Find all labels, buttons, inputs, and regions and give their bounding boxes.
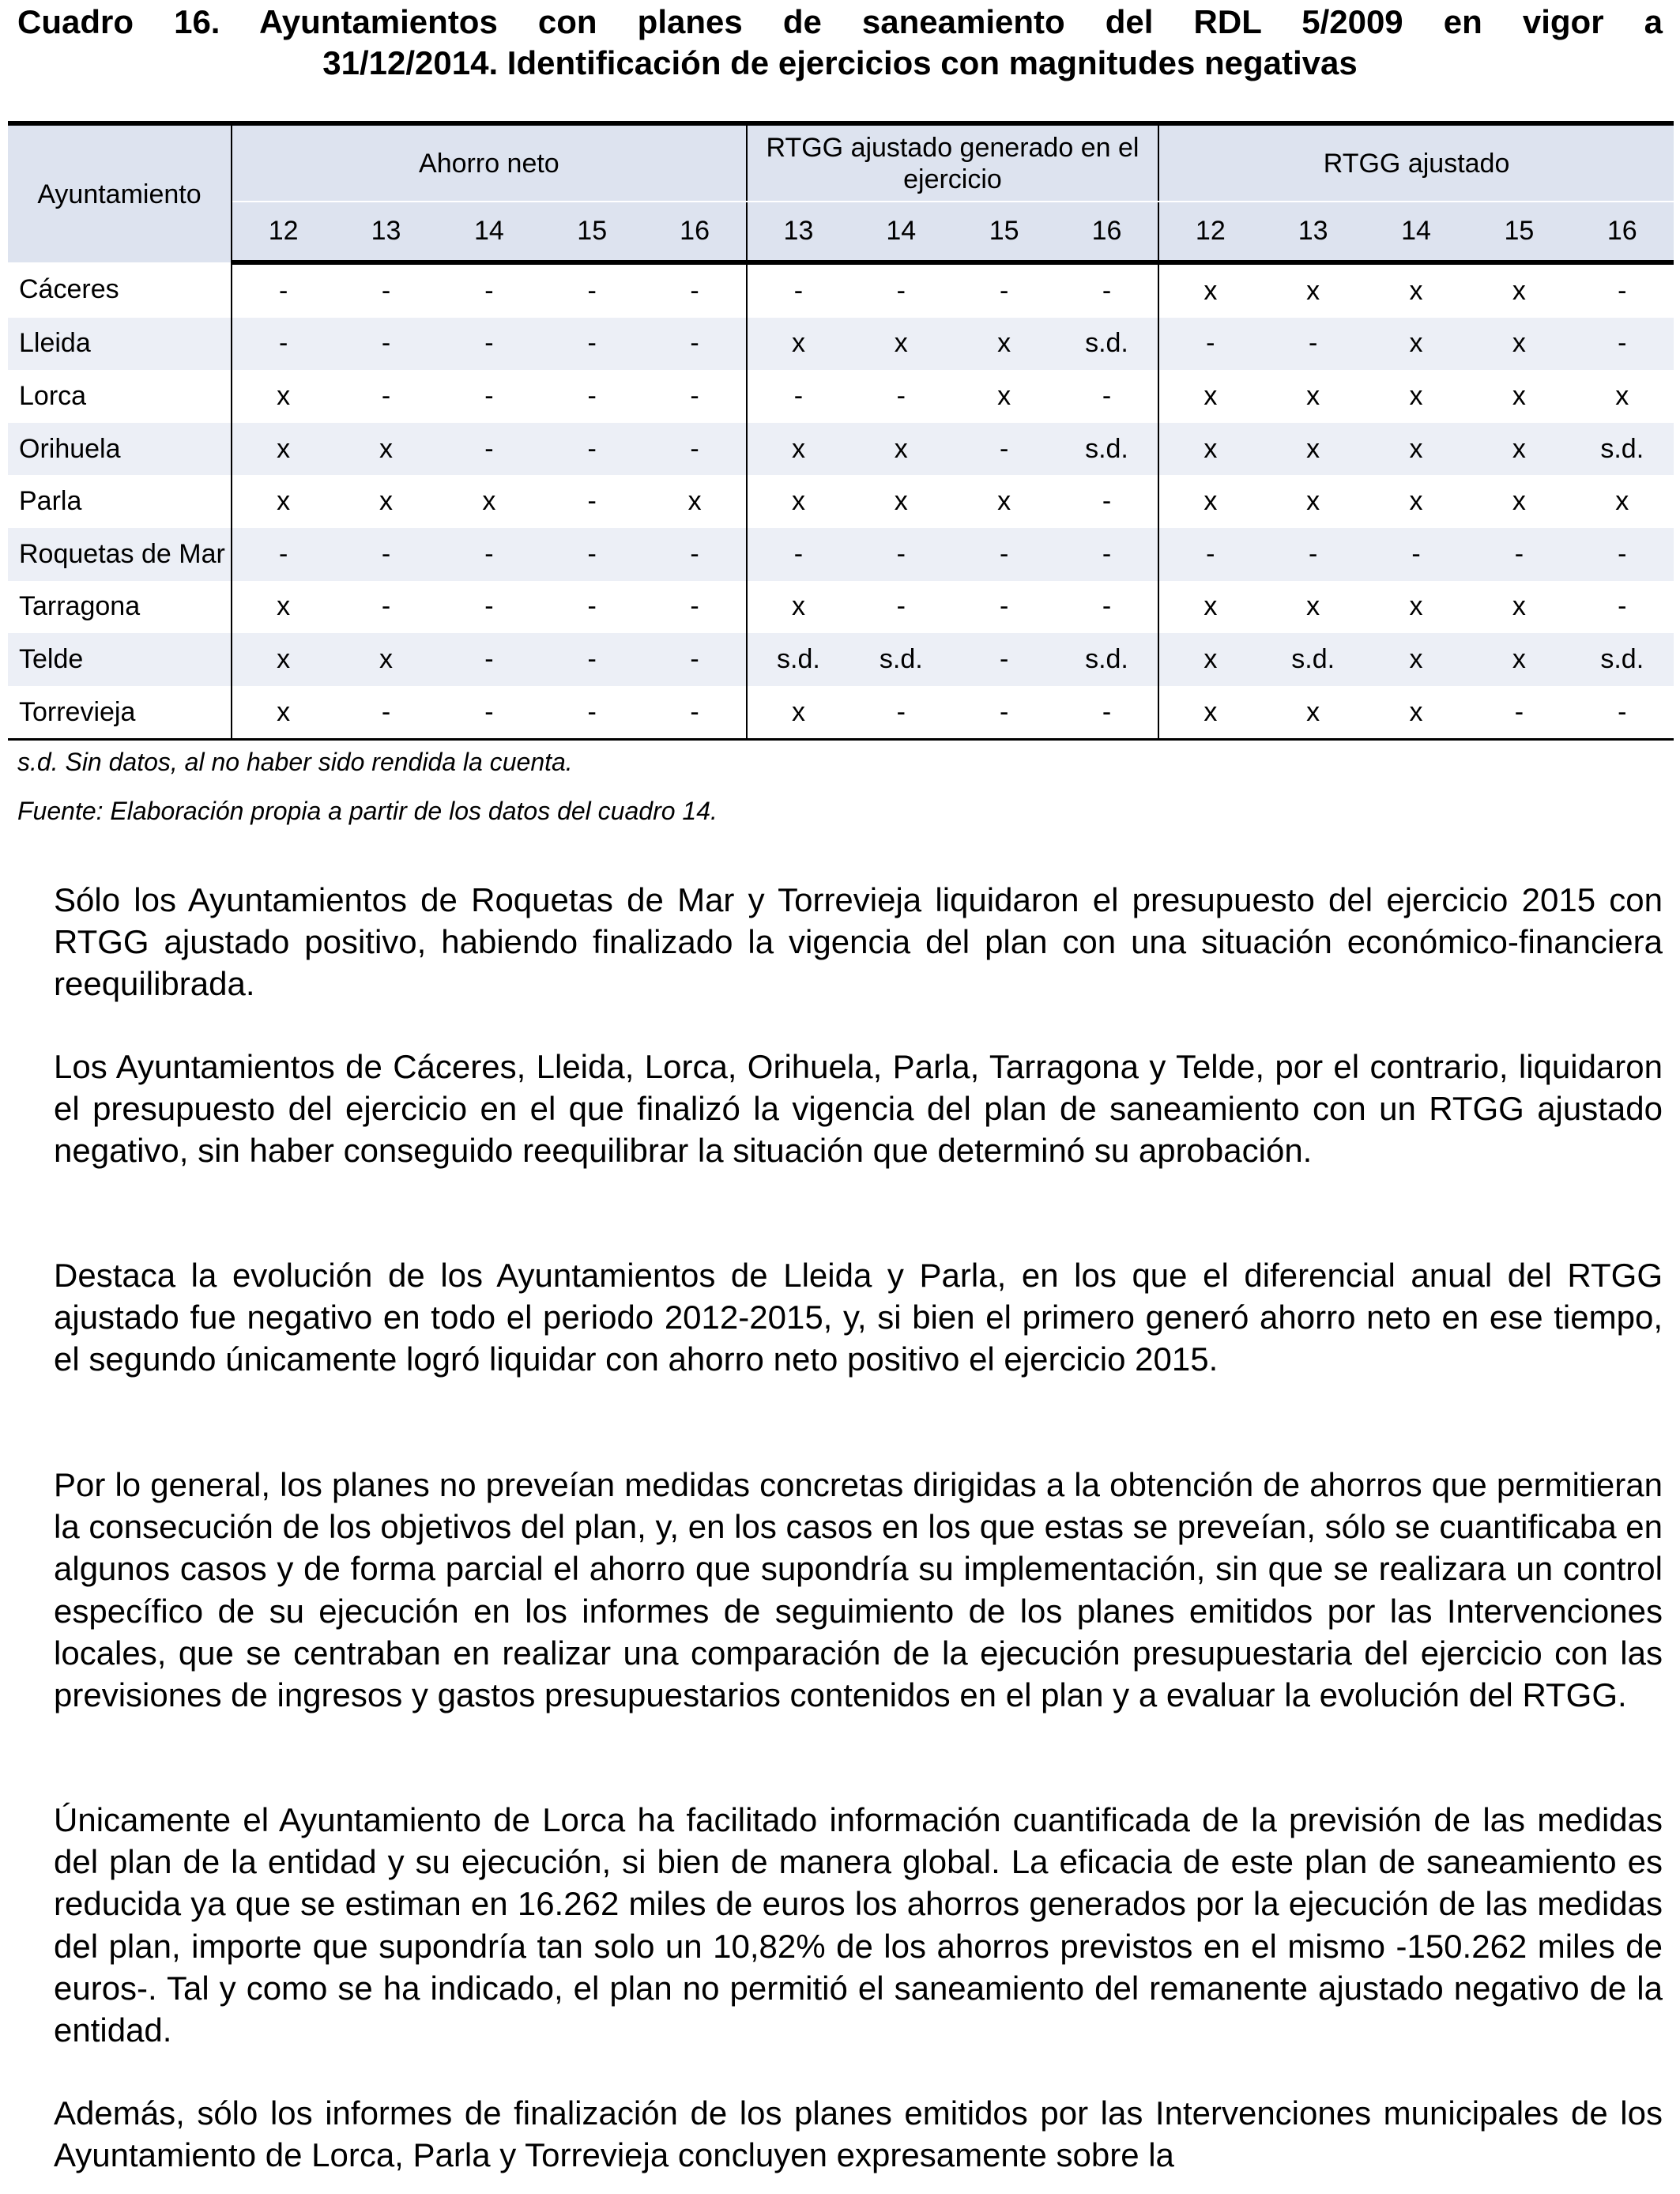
table-cell: x — [1306, 486, 1320, 517]
table-body — [8, 262, 1674, 740]
paragraph — [54, 1464, 1663, 1716]
table-cell: x — [1467, 633, 1570, 686]
table-cell: x — [1158, 423, 1261, 476]
paragraph-text: Por lo general, los planes no preveían medidas concretas dirigidas a la obtención de ahorros que permitieran la consecución de los objetivos del plan, y, en los casos en los que estas se preveían, sólo se cuantificaba en algunos casos y de forma parcial el ahorro que supondría su implementación, sin que se realizara un control específico de su ejecución en los informes de seguimiento de los planes emitidos por las Intervenciones locales, que se centraban en realizar una comparación de la ejecución presupuestaria del ejercicio con las previsiones de ingresos y gastos presupuestarios contenidos en el plan y a evaluar la evolución del RTGG. — [54, 1466, 1663, 1714]
table-cell: - — [896, 380, 906, 411]
table-cell: - — [438, 423, 541, 476]
table-cell: - — [643, 528, 746, 581]
header-year: 16 — [1571, 202, 1674, 262]
table-cell: - — [541, 528, 643, 581]
table-cell: x — [1512, 486, 1526, 517]
table-cell: - — [896, 591, 906, 622]
table-cell: - — [952, 423, 1055, 476]
paragraph — [54, 879, 1663, 1005]
table-cell: - — [1365, 528, 1467, 581]
table-cell: - — [643, 633, 746, 686]
table-cell: - — [1571, 318, 1674, 371]
table-cell: - — [1056, 686, 1158, 740]
row-ayuntamiento: Roquetas de Mar — [8, 528, 232, 581]
table-cell: - — [690, 275, 699, 306]
table-row — [8, 633, 1674, 686]
table-cell: - — [1618, 591, 1627, 622]
paragraph-text: Sólo los Ayuntamientos de Roquetas de Mar y Torrevieja liquidaron el presupuesto del ejercicio 2015 con RTGG ajustado positivo, habiendo finalizado la vigencia del plan con una situación económico-financiera reequilibrada. — [54, 881, 1663, 1003]
table-row — [8, 528, 1674, 581]
header-ayuntamiento: Ayuntamiento — [8, 123, 232, 262]
table-cell: - — [952, 528, 1055, 581]
table-cell: x — [952, 318, 1055, 371]
table-cell: x — [482, 486, 496, 517]
table-cell: - — [1467, 686, 1570, 740]
table-cell: - — [643, 318, 746, 371]
table-cell: x — [1306, 591, 1320, 622]
table-cell: - — [438, 528, 541, 581]
table-cell: - — [747, 528, 849, 581]
paragraph — [54, 1046, 1663, 1172]
row-ayuntamiento: Torrevieja — [8, 686, 232, 740]
note-fuente: Fuente: Elaboración propia a partir de los datos del cuadro 14. — [17, 797, 718, 825]
header-year: 16 — [643, 202, 746, 262]
table-cell: - — [334, 528, 437, 581]
table-cell: - — [999, 591, 1009, 622]
table-cell: x — [1512, 380, 1526, 411]
table-cell: - — [484, 591, 494, 622]
header-year: 13 — [334, 202, 437, 262]
table-cell: x — [1306, 275, 1320, 306]
table-cell: - — [587, 486, 597, 517]
table-caption — [17, 2, 1663, 84]
header-year: 15 — [541, 202, 643, 262]
table-cell: x — [1615, 380, 1629, 411]
table-cell: - — [690, 591, 699, 622]
table-cell: - — [1102, 275, 1112, 306]
row-ayuntamiento: Tarragona — [8, 581, 232, 634]
table-cell: - — [849, 528, 952, 581]
header-year: 12 — [232, 202, 334, 262]
table-cell: x — [277, 380, 291, 411]
header-group-rtgg-generado: RTGG ajustado generado en el ejercicio — [747, 123, 1158, 202]
table-cell: - — [747, 370, 849, 423]
table-cell: - — [232, 318, 334, 371]
table-cell: x — [747, 581, 849, 634]
row-ayuntamiento: Telde — [8, 633, 232, 686]
table-cell: - — [541, 318, 643, 371]
table-row — [8, 686, 1674, 740]
header-year: 14 — [438, 202, 541, 262]
table-cell: - — [232, 528, 334, 581]
table-cell: - — [484, 275, 494, 306]
table-cell: x — [1365, 633, 1467, 686]
table-cell: x — [277, 486, 291, 517]
table-cell: x — [747, 423, 849, 476]
header-year: 16 — [1056, 202, 1158, 262]
table-cell: - — [334, 686, 437, 740]
paragraph-text: Destaca la evolución de los Ayuntamientos de Lleida y Parla, en los que el diferencial anual del RTGG ajustado fue negativo en todo el periodo 2012-2015, y, si bien el primero generó ahorro neto en ese tiempo, el segundo únicamente logró liquidar con ahorro neto positivo el ejercicio 2015. — [54, 1257, 1663, 1378]
table-cell: s.d. — [1056, 633, 1158, 686]
table-cell: - — [849, 686, 952, 740]
header-year: 13 — [747, 202, 849, 262]
table-cell: x — [849, 318, 952, 371]
table-cell: - — [541, 633, 643, 686]
table-cell: x — [1158, 370, 1261, 423]
table-cell: x — [687, 486, 702, 517]
table-cell: - — [541, 423, 643, 476]
table-cell: x — [894, 486, 908, 517]
table-cell: - — [1571, 686, 1674, 740]
table-cell: - — [541, 686, 643, 740]
table-cell: - — [1158, 318, 1261, 371]
table-cell: - — [952, 686, 1055, 740]
data-table — [8, 121, 1674, 741]
header-group-rtgg-ajustado: RTGG ajustado — [1158, 123, 1674, 202]
table-cell: - — [643, 423, 746, 476]
table-cell: x — [849, 423, 952, 476]
table-cell: x — [1615, 486, 1629, 517]
table-row — [8, 423, 1674, 476]
table-cell: - — [381, 275, 391, 306]
table-cell: - — [438, 318, 541, 371]
table-cell: x — [232, 633, 334, 686]
table-cell: - — [643, 686, 746, 740]
table-cell: x — [1365, 423, 1467, 476]
table-cell: - — [1102, 486, 1112, 517]
table-row — [8, 262, 1674, 318]
table-row — [8, 475, 1674, 528]
table-cell: s.d. — [1571, 633, 1674, 686]
row-ayuntamiento: Lleida — [8, 318, 232, 371]
table-cell: - — [1056, 528, 1158, 581]
header-year: 14 — [1365, 202, 1467, 262]
table-cell: s.d. — [849, 633, 952, 686]
table-cell: x — [232, 423, 334, 476]
table-cell: s.d. — [1262, 633, 1365, 686]
table-cell: x — [1306, 380, 1320, 411]
table-cell: x — [1409, 380, 1423, 411]
table-cell: x — [1512, 591, 1526, 622]
table-cell: x — [747, 318, 849, 371]
paragraph-text: Además, sólo los informes de finalización de los planes emitidos por las Intervenciones municipales de los Ayuntamiento de Lorca, Parla y Torrevieja concluyen expresamente sobre la — [54, 2094, 1663, 2174]
table-cell: s.d. — [1571, 423, 1674, 476]
table-cell: - — [334, 318, 437, 371]
caption-line-2: 31/12/2014. Identificación de ejercicios con magnitudes negativas — [322, 44, 1358, 81]
row-ayuntamiento: Orihuela — [8, 423, 232, 476]
table-cell: - — [1262, 528, 1365, 581]
table-cell: - — [1262, 318, 1365, 371]
paragraph — [54, 2092, 1663, 2176]
table-cell: - — [438, 686, 541, 740]
paragraph — [54, 1254, 1663, 1381]
table-row — [8, 581, 1674, 634]
table-cell: x — [747, 686, 849, 740]
table-cell: x — [1512, 275, 1526, 306]
table-cell: x — [1158, 581, 1261, 634]
table-cell: x — [1365, 686, 1467, 740]
table-cell: - — [1467, 528, 1570, 581]
header-year: 13 — [1262, 202, 1365, 262]
table-cell: x — [1262, 423, 1365, 476]
table-cell: x — [747, 475, 849, 528]
table-row — [8, 318, 1674, 371]
table-row — [8, 370, 1674, 423]
table-cell: - — [896, 275, 906, 306]
table-cell: x — [1158, 262, 1261, 318]
table-cell: - — [484, 380, 494, 411]
table-cell: x — [334, 633, 437, 686]
header-year: 15 — [952, 202, 1055, 262]
caption-line-1: Cuadro 16. Ayuntamientos con planes de saneamiento del RDL 5/2009 en vigor a — [17, 3, 1663, 40]
table-cell: s.d. — [1056, 318, 1158, 371]
header-year: 15 — [1467, 202, 1570, 262]
paragraph-text: Los Ayuntamientos de Cáceres, Lleida, Lorca, Orihuela, Parla, Tarragona y Telde, por el contrario, liquidaron el presupuesto del ejercicio en el que finalizó la vigencia del plan de saneamiento con un RTGG ajustado negativo, sin haber conseguido reequilibrar la situación que determinó su aprobación. — [54, 1048, 1663, 1170]
table-cell: - — [747, 262, 849, 318]
table-cell: x — [1262, 686, 1365, 740]
row-ayuntamiento: Lorca — [8, 370, 232, 423]
paragraph-text: Únicamente el Ayuntamiento de Lorca ha facilitado información cuantificada de la previsión de las medidas del plan de la entidad y su ejecución, si bien de manera global. La eficacia de este plan de saneamiento es reducida ya que se estiman en 16.262 miles de euros los ahorros generados por la ejecución de las medidas del plan, importe que supondría tan solo un 10,82% de los ahorros previstos en el mismo -150.262 miles de euros-. Tal y como se ha indicado, el plan no permitió el saneamiento del remanente ajustado negativo de la entidad. — [54, 1801, 1663, 2049]
table-cell: x — [379, 486, 394, 517]
table-cell: s.d. — [747, 633, 849, 686]
table-cell: - — [381, 380, 391, 411]
table-cell: - — [999, 275, 1009, 306]
table-cell: - — [952, 633, 1055, 686]
header-group-ahorro-neto: Ahorro neto — [232, 123, 747, 202]
table-cell: x — [277, 591, 291, 622]
table-cell: x — [1158, 633, 1261, 686]
table-cell: - — [1158, 528, 1261, 581]
table-cell: - — [1102, 591, 1112, 622]
header-year: 12 — [1158, 202, 1261, 262]
table-cell: - — [1571, 528, 1674, 581]
table-cell: x — [1365, 318, 1467, 371]
table-cell: x — [997, 486, 1011, 517]
table-cell: x — [334, 423, 437, 476]
table-cell: - — [1618, 275, 1627, 306]
note-sin-datos: s.d. Sin datos, al no haber sido rendida la cuenta. — [17, 748, 573, 776]
table-cell: x — [1467, 318, 1570, 371]
table-cell: x — [1467, 423, 1570, 476]
table-cell: x — [997, 380, 1011, 411]
table-cell: x — [1409, 275, 1423, 306]
table-cell: x — [1158, 686, 1261, 740]
table-cell: - — [1102, 380, 1112, 411]
table-cell: x — [1158, 475, 1261, 528]
table-cell: - — [587, 380, 597, 411]
table-cell: - — [587, 591, 597, 622]
table-cell: - — [381, 591, 391, 622]
table-cell: - — [279, 275, 288, 306]
table-cell: s.d. — [1056, 423, 1158, 476]
table-cell: x — [232, 686, 334, 740]
row-ayuntamiento: Parla — [8, 475, 232, 528]
row-ayuntamiento: Cáceres — [8, 262, 232, 318]
table-cell: x — [1409, 486, 1423, 517]
table-cell: - — [690, 380, 699, 411]
header-year: 14 — [849, 202, 952, 262]
paragraph — [54, 1799, 1663, 2051]
table-cell: x — [1409, 591, 1423, 622]
table-cell: - — [438, 633, 541, 686]
table-cell: - — [587, 275, 597, 306]
